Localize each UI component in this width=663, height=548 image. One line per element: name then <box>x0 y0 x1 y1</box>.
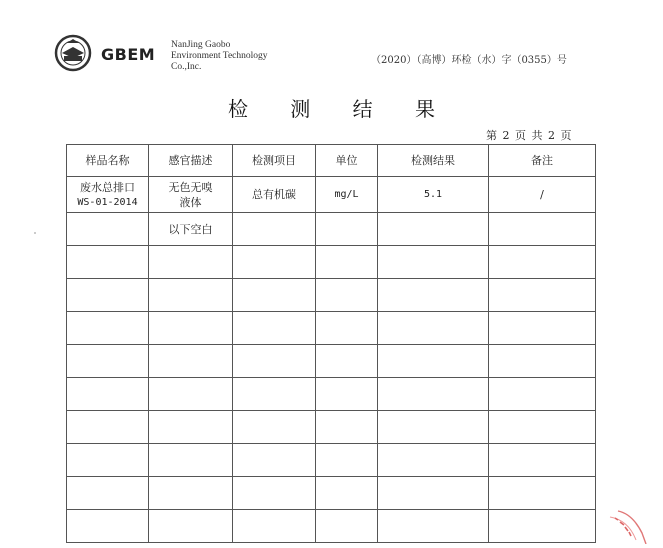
table-cell <box>67 279 149 312</box>
table-row <box>67 345 596 378</box>
table-row <box>67 444 596 477</box>
table-cell <box>316 345 378 378</box>
table-cell <box>67 312 149 345</box>
table-cell <box>378 444 489 477</box>
table-cell <box>489 279 596 312</box>
cell-blank-note: 以下空白 <box>149 213 233 246</box>
sensory-line: 无色无嗅 <box>168 180 213 194</box>
table-row <box>67 477 596 510</box>
brand-name: GBEM <box>101 45 156 64</box>
table-cell <box>67 246 149 279</box>
sensory-line: 液体 <box>179 195 202 209</box>
table-cell <box>378 279 489 312</box>
table-cell <box>316 378 378 411</box>
table-row <box>67 246 596 279</box>
table-cell <box>378 345 489 378</box>
document-number: （2020）（高博）环检（水）字（0355）号 <box>371 55 567 66</box>
table-cell <box>233 477 316 510</box>
table-cell <box>233 378 316 411</box>
table-cell <box>378 510 489 543</box>
table-cell <box>233 312 316 345</box>
table-cell <box>149 378 233 411</box>
table-row <box>67 312 596 345</box>
cell-remark: / <box>489 177 596 213</box>
table-cell <box>378 378 489 411</box>
table-cell <box>316 312 378 345</box>
table-row <box>67 510 596 543</box>
company-line: Co.,Inc. <box>171 62 202 72</box>
table-cell <box>149 246 233 279</box>
table-row <box>67 411 596 444</box>
table-cell <box>233 279 316 312</box>
page-title: 检 测 结 果 <box>227 97 454 121</box>
header-sensory: 感官描述 <box>149 145 233 177</box>
table-cell <box>67 444 149 477</box>
table-cell <box>489 345 596 378</box>
header-sample-name: 样品名称 <box>67 145 149 177</box>
table-cell <box>67 213 149 246</box>
table-cell <box>316 477 378 510</box>
table-cell <box>233 510 316 543</box>
table-cell <box>378 411 489 444</box>
table-cell <box>316 213 378 246</box>
table-cell <box>316 510 378 543</box>
table-cell <box>67 510 149 543</box>
table-cell <box>149 411 233 444</box>
table-cell <box>378 312 489 345</box>
company-name <box>171 40 268 73</box>
table-cell <box>67 411 149 444</box>
table-row <box>67 279 596 312</box>
table-cell <box>149 279 233 312</box>
table-header-row <box>67 145 596 177</box>
table-cell <box>489 510 596 543</box>
table-cell <box>67 345 149 378</box>
table-cell <box>149 510 233 543</box>
company-logo <box>53 34 93 76</box>
table-cell <box>316 411 378 444</box>
cell-sample-name <box>67 177 149 213</box>
table-cell <box>67 378 149 411</box>
sample-code: WS-01-2014 <box>77 196 138 208</box>
red-seal-stamp <box>606 507 663 548</box>
header-test-item: 检测项目 <box>233 145 316 177</box>
table-cell <box>378 477 489 510</box>
table-cell <box>378 246 489 279</box>
table-cell <box>149 477 233 510</box>
table-cell <box>149 444 233 477</box>
table-cell <box>489 246 596 279</box>
table-cell <box>233 213 316 246</box>
table-cell <box>489 477 596 510</box>
header-unit: 单位 <box>316 145 378 177</box>
scan-speck <box>34 232 36 234</box>
table-cell <box>378 213 489 246</box>
cell-sensory <box>149 177 233 213</box>
table-cell <box>233 246 316 279</box>
results-table <box>66 144 596 543</box>
table-row <box>67 213 596 246</box>
table-cell <box>67 477 149 510</box>
cell-unit: mg/L <box>316 177 378 213</box>
table-cell <box>489 411 596 444</box>
header-remark: 备注 <box>489 145 596 177</box>
table-cell <box>316 444 378 477</box>
cell-result: 5.1 <box>378 177 489 213</box>
table-cell <box>489 444 596 477</box>
table-cell <box>489 213 596 246</box>
table-cell <box>149 345 233 378</box>
table-cell <box>316 246 378 279</box>
table-row <box>67 177 596 213</box>
table-cell <box>233 411 316 444</box>
company-line: NanJing Gaobo <box>171 40 231 50</box>
table-row <box>67 378 596 411</box>
cell-test-item: 总有机碳 <box>233 177 316 213</box>
header-result: 检测结果 <box>378 145 489 177</box>
table-cell <box>233 345 316 378</box>
table-cell <box>489 378 596 411</box>
table-cell <box>489 312 596 345</box>
table-cell <box>233 444 316 477</box>
table-cell <box>149 312 233 345</box>
company-line: Environment Technology <box>171 51 268 61</box>
table-cell <box>316 279 378 312</box>
page-number: 第 2 页 共 2 页 <box>486 129 572 142</box>
sample-name-line: 废水总排口 <box>80 180 135 194</box>
